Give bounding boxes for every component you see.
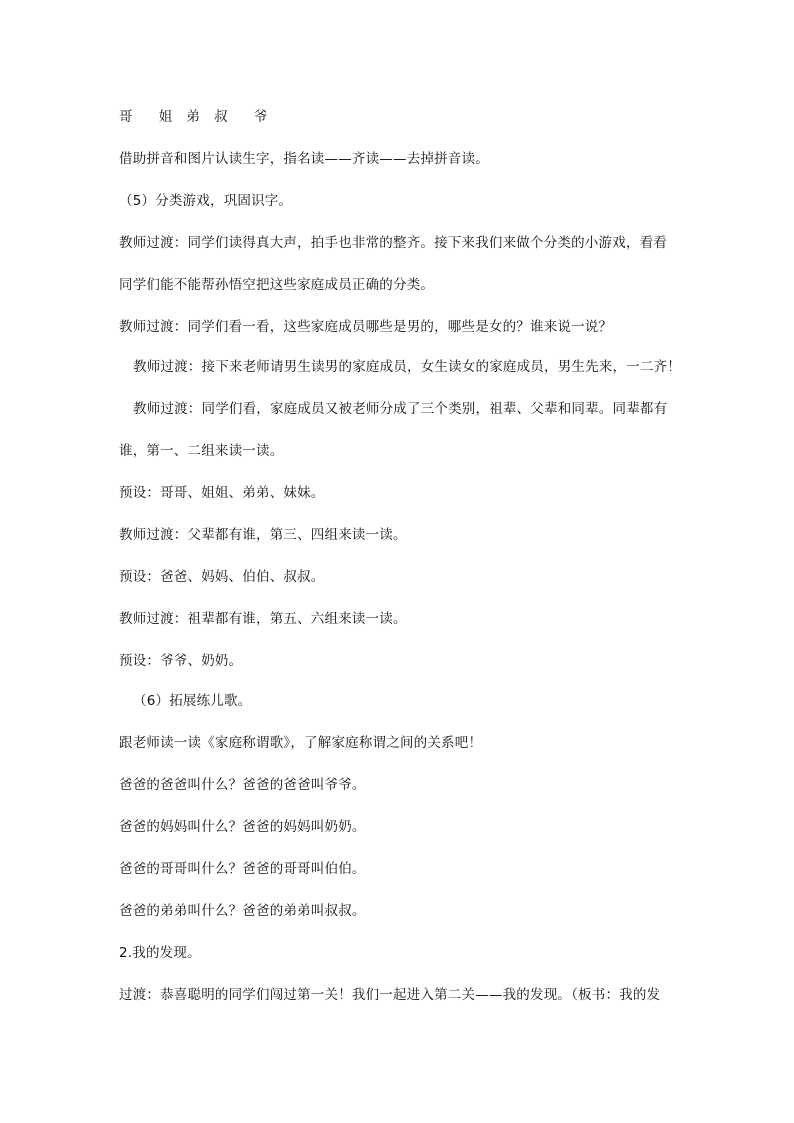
new-characters-line [119,108,268,126]
char-shu: 叔 [214,109,228,125]
rhyme-line: 爸爸的爸爸叫什么？爸爸的爸爸叫爷爷。 [119,777,366,793]
paragraph-line: 跟老师读一读《家庭称谓歌》，了解家庭称谓之间的关系吧！ [119,735,483,751]
paragraph-line: 谁，第一、二组来读一读。 [119,443,284,459]
paragraph-line: 同学们能不能帮孙悟空把这些家庭成员正确的分类。 [119,277,435,293]
paragraph-line: 过渡：恭喜聪明的同学们闯过第一关！我们一起进入第二关——我的发现。（板书：我的发 [119,987,661,1003]
section-heading: 2.我的发现。 [119,945,201,961]
paragraph-line: 教师过渡：同学们看一看，这些家庭成员哪些是男的，哪些是女的？谁来说一说？ [119,319,613,335]
paragraph-line: 教师过渡：父辈都有谁，第三、四组来读一读。 [119,527,407,543]
paragraph-line: 预设：爸爸、妈妈、伯伯、叔叔。 [119,569,325,585]
paragraph-line: 预设：爷爷、奶奶。 [119,653,243,669]
paragraph-line: 预设：哥哥、姐姐、弟弟、妹妹。 [119,485,325,501]
section-heading: （5）分类游戏，巩固识字。 [119,193,293,209]
char-ge: 哥 [119,109,133,125]
paragraph-line: 教师过渡：同学们读得真大声，拍手也非常的整齐。接下来我们来做个分类的小游戏，看看 [119,235,667,251]
paragraph-line: 教师过渡：同学们看，家庭成员又被老师分成了三个类别，祖辈、父辈和同辈。同辈都有 [133,401,668,417]
char-di: 弟 [186,109,201,125]
rhyme-line: 爸爸的哥哥叫什么？爸爸的哥哥叫伯伯。 [119,861,366,877]
paragraph-line: 教师过渡：祖辈都有谁，第五、六组来读一读。 [119,611,407,627]
paragraph-line: 借助拼音和图片认读生字，指名读——齐读——去掉拼音读。 [119,151,489,167]
paragraph-line: 教师过渡：接下来老师请男生读男的家庭成员，女生读女的家庭成员，男生先来，一二齐！ [133,359,681,375]
char-ye: 爷 [253,109,268,125]
rhyme-line: 爸爸的弟弟叫什么？爸爸的弟弟叫叔叔。 [119,903,366,919]
section-heading: （6）拓展练儿歌。 [133,693,252,709]
rhyme-line: 爸爸的妈妈叫什么？爸爸的妈妈叫奶奶。 [119,819,366,835]
char-jie: 姐 [158,109,173,125]
